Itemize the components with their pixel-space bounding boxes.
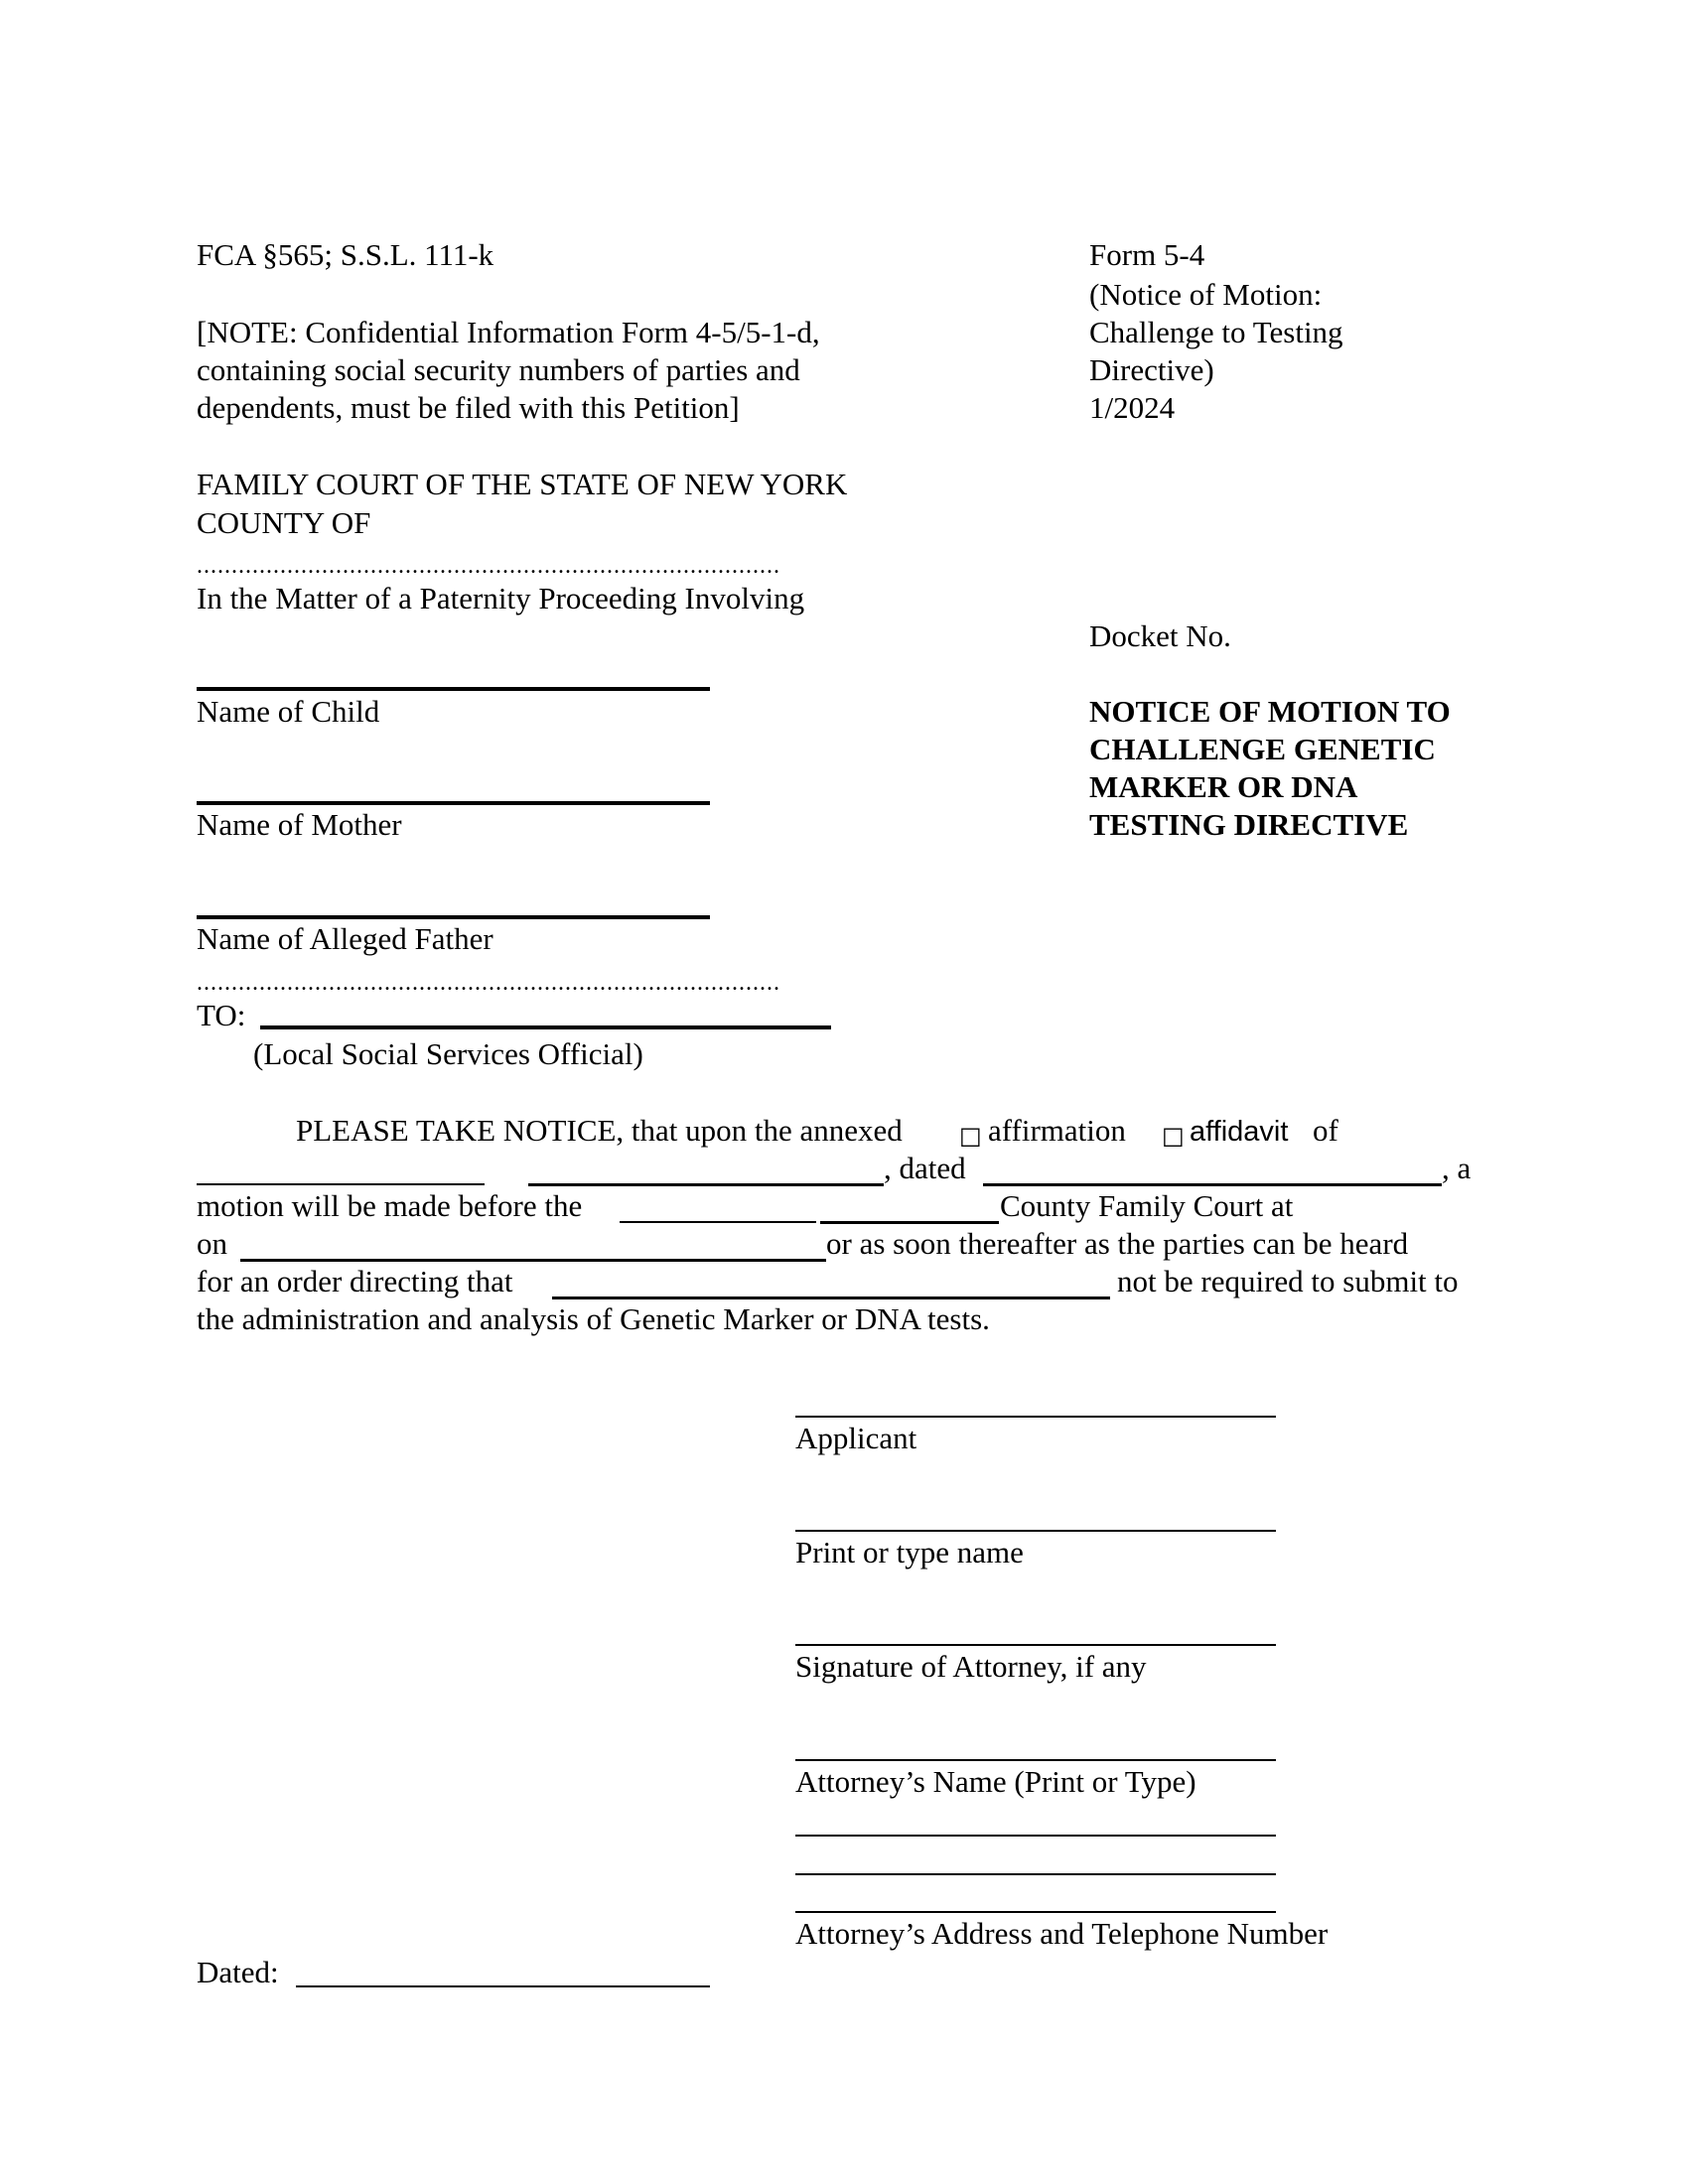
respondent-name-field[interactable]: [552, 1267, 1110, 1299]
not-required-text: not be required to submit to: [1117, 1264, 1459, 1298]
note-line-1: [NOTE: Confidential Information Form 4-5/5-1-d,: [197, 315, 820, 349]
on-text: on: [197, 1226, 227, 1261]
county-field-a[interactable]: [620, 1191, 816, 1223]
county-label: COUNTY OF: [197, 505, 371, 540]
mother-name-line[interactable]: [197, 801, 710, 805]
attorney-signature-line[interactable]: [795, 1644, 1276, 1646]
county-field-b[interactable]: [820, 1191, 999, 1224]
matter-heading: In the Matter of a Paternity Proceeding Involving: [197, 581, 805, 615]
motion-before-text: motion will be made before the: [197, 1188, 583, 1223]
form-title-line-4: TESTING DIRECTIVE: [1089, 807, 1409, 842]
form-title-line-1: NOTICE OF MOTION TO: [1089, 694, 1451, 729]
to-official-line[interactable]: [260, 1025, 831, 1029]
applicant-label: Applicant: [795, 1421, 917, 1455]
attorney-address-line-2[interactable]: [795, 1873, 1276, 1875]
form-info-line-3: Challenge to Testing: [1089, 315, 1343, 349]
order-directing-text: for an order directing that: [197, 1264, 513, 1298]
attorney-address-line-1[interactable]: [795, 1835, 1276, 1837]
form-info-line-4: Directive): [1089, 352, 1214, 387]
form-title-line-3: MARKER OR DNA: [1089, 769, 1358, 804]
county-court-text: County Family Court at: [1000, 1188, 1294, 1223]
dated-field-line[interactable]: [296, 1985, 710, 1987]
dated-label: Dated:: [197, 1955, 279, 1989]
affirmation-label: affirmation: [988, 1113, 1126, 1148]
father-name-line[interactable]: [197, 915, 710, 919]
attorney-signature-label: Signature of Attorney, if any: [795, 1649, 1147, 1684]
form-info-line-2: (Notice of Motion:: [1089, 277, 1323, 312]
court-name: FAMILY COURT OF THE STATE OF NEW YORK: [197, 467, 848, 501]
mother-label: Name of Mother: [197, 807, 402, 842]
print-name-label: Print or type name: [795, 1535, 1024, 1570]
affirmation-checkbox[interactable]: □: [959, 1122, 982, 1150]
of-text: of: [1313, 1113, 1338, 1148]
affidavit-label: affidavit: [1190, 1116, 1289, 1148]
attorney-name-line[interactable]: [795, 1759, 1276, 1761]
form-title-line-2: CHALLENGE GENETIC: [1089, 732, 1436, 766]
affiant-name-field-b[interactable]: [528, 1154, 884, 1186]
form-number: Form 5-4: [1089, 237, 1205, 272]
hearing-date-field[interactable]: [240, 1229, 826, 1262]
note-line-3: dependents, must be filed with this Petition]: [197, 390, 740, 425]
form-revision-date: 1/2024: [1089, 390, 1176, 425]
docket-label: Docket No.: [1089, 618, 1231, 653]
applicant-signature-line[interactable]: [795, 1416, 1276, 1418]
to-official-label: (Local Social Services Official): [253, 1036, 643, 1071]
dotted-rule-bottom: ....................................................................................: [197, 971, 780, 995]
attorney-address-line-3[interactable]: [795, 1911, 1276, 1913]
tests-text: the administration and analysis of Genetic Marker or DNA tests.: [197, 1301, 990, 1336]
to-label: TO:: [197, 998, 246, 1032]
father-label: Name of Alleged Father: [197, 921, 493, 956]
child-name-line[interactable]: [197, 687, 710, 691]
dated-text: , dated: [884, 1151, 966, 1185]
print-name-line[interactable]: [795, 1530, 1276, 1532]
a-text: , a: [1442, 1151, 1472, 1185]
dotted-rule-top: ....................................................................................: [197, 554, 780, 578]
as-soon-text: or as soon thereafter as the parties can be heard: [826, 1226, 1409, 1261]
attorney-name-label: Attorney’s Name (Print or Type): [795, 1764, 1196, 1799]
attorney-address-label: Attorney’s Address and Telephone Number: [795, 1916, 1329, 1951]
note-line-2: containing social security numbers of parties and: [197, 352, 800, 387]
affiant-name-field-a[interactable]: [197, 1154, 485, 1185]
affidavit-date-field[interactable]: [983, 1154, 1442, 1186]
child-label: Name of Child: [197, 694, 380, 729]
notice-text-1: PLEASE TAKE NOTICE, that upon the annexed: [296, 1113, 903, 1148]
affidavit-checkbox[interactable]: □: [1162, 1122, 1185, 1150]
statute-reference: FCA §565; S.S.L. 111-k: [197, 237, 494, 272]
